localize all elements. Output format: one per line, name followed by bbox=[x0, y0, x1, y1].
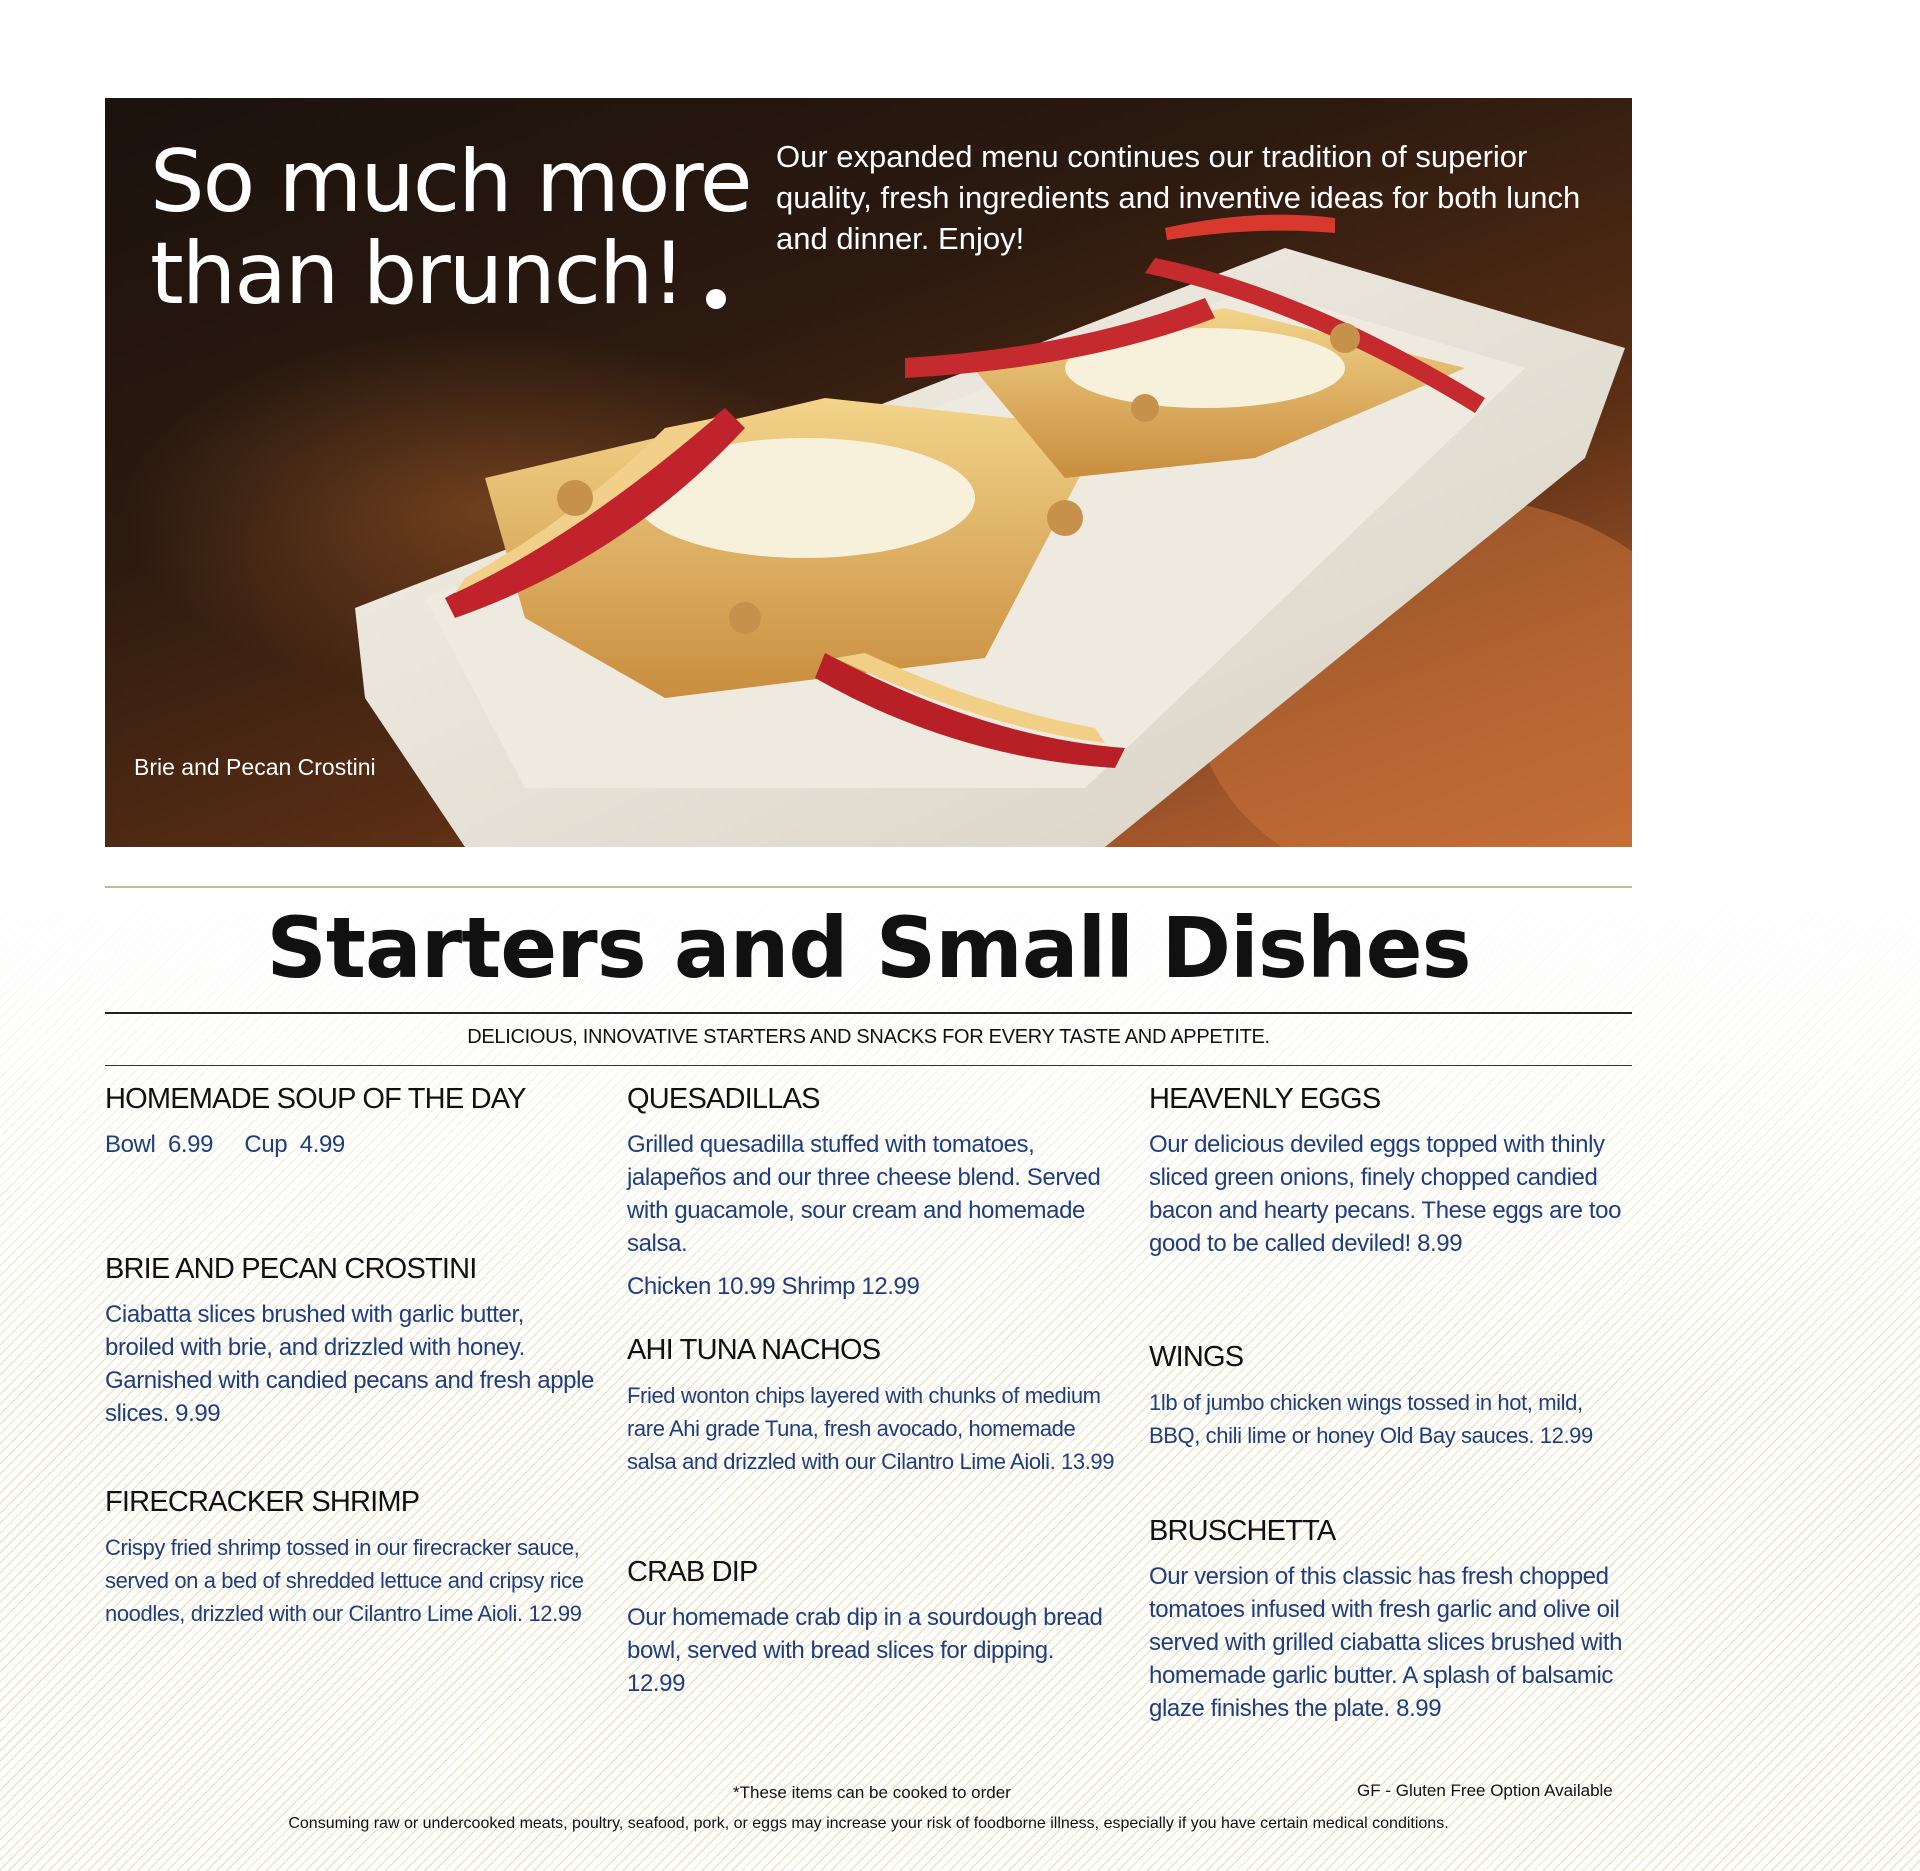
menu-item-heavenly-eggs bbox=[1149, 1082, 1639, 1260]
menu-item-firecracker-shrimp bbox=[105, 1485, 585, 1630]
hero-intro-text: Our expanded menu continues our tradition of superior quality, fresh ingredients and inventive ideas for both lunch and dinner. Enjoy! bbox=[776, 139, 1581, 256]
food-safety-warning: Consuming raw or undercooked meats, poultry, seafood, pork, or eggs may increase your risk of foodborne illness, especially if you have certain medical conditions. bbox=[288, 1815, 1449, 1832]
gold-divider bbox=[105, 886, 1632, 888]
gluten-free-note: GF - Gluten Free Option Available bbox=[1357, 1781, 1613, 1800]
menu-item-description: Our homemade crab dip in a sourdough bread bowl, served with bread slices for dipping. 12.99 bbox=[627, 1604, 1103, 1697]
menu-item-crab-dip bbox=[627, 1555, 1117, 1700]
hero-headline bbox=[150, 132, 770, 324]
menu-item-description: Ciabatta slices brushed with garlic butter, broiled with brie, and drizzled with honey. Garnished with candied pecans and fresh apple slices. 9.99 bbox=[105, 1301, 595, 1427]
hero-photo bbox=[105, 98, 1632, 847]
menu-item-bruschetta bbox=[1149, 1514, 1639, 1725]
menu-item-name: FIRECRACKER SHRIMP bbox=[105, 1486, 420, 1518]
menu-item-name: BRUSCHETTA bbox=[1149, 1515, 1336, 1547]
menu-item-name: AHI TUNA NACHOS bbox=[627, 1334, 881, 1366]
menu-item-ahi-tuna-nachos bbox=[627, 1333, 1117, 1478]
subtitle-divider bbox=[105, 1065, 1632, 1066]
menu-item-description: 1lb of jumbo chicken wings tossed in hot, mild, BBQ, chili lime or honey Old Bay sauces. 12.99 bbox=[1149, 1390, 1593, 1448]
hero-headline-line1: So much more bbox=[150, 132, 751, 232]
menu-item-name: BRIE AND PECAN CROSTINI bbox=[105, 1253, 477, 1285]
photo-caption: Brie and Pecan Crostini bbox=[134, 754, 376, 780]
menu-item-description: Our delicious deviled eggs topped with thinly sliced green onions, finely chopped candied bacon and hearty pecans. These eggs are too good to be called deviled! 8.99 bbox=[1149, 1131, 1622, 1257]
section-subtitle: DELICIOUS, INNOVATIVE STARTERS AND SNACKS FOR EVERY TASTE AND APPETITE. bbox=[467, 1026, 1270, 1048]
menu-item-description: Grilled quesadilla stuffed with tomatoes, jalapeños and our three cheese blend. Served with guacamole, sour cream and homemade salsa. bbox=[627, 1131, 1101, 1257]
menu-item-soup bbox=[105, 1082, 595, 1161]
section-title: Starters and Small Dishes bbox=[266, 899, 1471, 997]
menu-item-prices: Chicken 10.99 Shrimp 12.99 bbox=[627, 1273, 920, 1300]
menu-item-name: HOMEMADE SOUP OF THE DAY bbox=[105, 1083, 526, 1115]
menu-item-description: Fried wonton chips layered with chunks of medium rare Ahi grade Tuna, fresh avocado, homemade salsa and drizzled with our Cilantro Lime Aioli. 13.99 bbox=[627, 1383, 1115, 1474]
headline-dot bbox=[706, 289, 726, 309]
menu-item-quesadillas bbox=[627, 1082, 1117, 1303]
menu-item-description: Crispy fried shrimp tossed in our firecracker sauce, served on a bed of shredded lettuce and cripsy rice noodles, drizzled with our Cilantro Lime Aioli. 12.99 bbox=[105, 1535, 584, 1626]
hero-headline-line2: than brunch! bbox=[150, 224, 684, 324]
menu-item-description: Our version of this classic has fresh chopped tomatoes infused with fresh garlic and olive oil served with grilled ciabatta slices brushed with homemade garlic butter. A splash of balsamic glaze finishes the plate. 8.99 bbox=[1149, 1563, 1623, 1722]
menu-item-wings bbox=[1149, 1340, 1639, 1452]
menu-item-name: QUESADILLAS bbox=[627, 1083, 820, 1115]
menu-item-name: WINGS bbox=[1149, 1341, 1244, 1373]
menu-item-name: CRAB DIP bbox=[627, 1556, 758, 1588]
menu-item-name: HEAVENLY EGGS bbox=[1149, 1083, 1381, 1115]
title-divider bbox=[105, 1012, 1632, 1014]
menu-item-crostini bbox=[105, 1252, 595, 1430]
menu-item-prices: Bowl 6.99 Cup 4.99 bbox=[105, 1131, 345, 1158]
cooked-to-order-note: *These items can be cooked to order bbox=[733, 1783, 1011, 1802]
